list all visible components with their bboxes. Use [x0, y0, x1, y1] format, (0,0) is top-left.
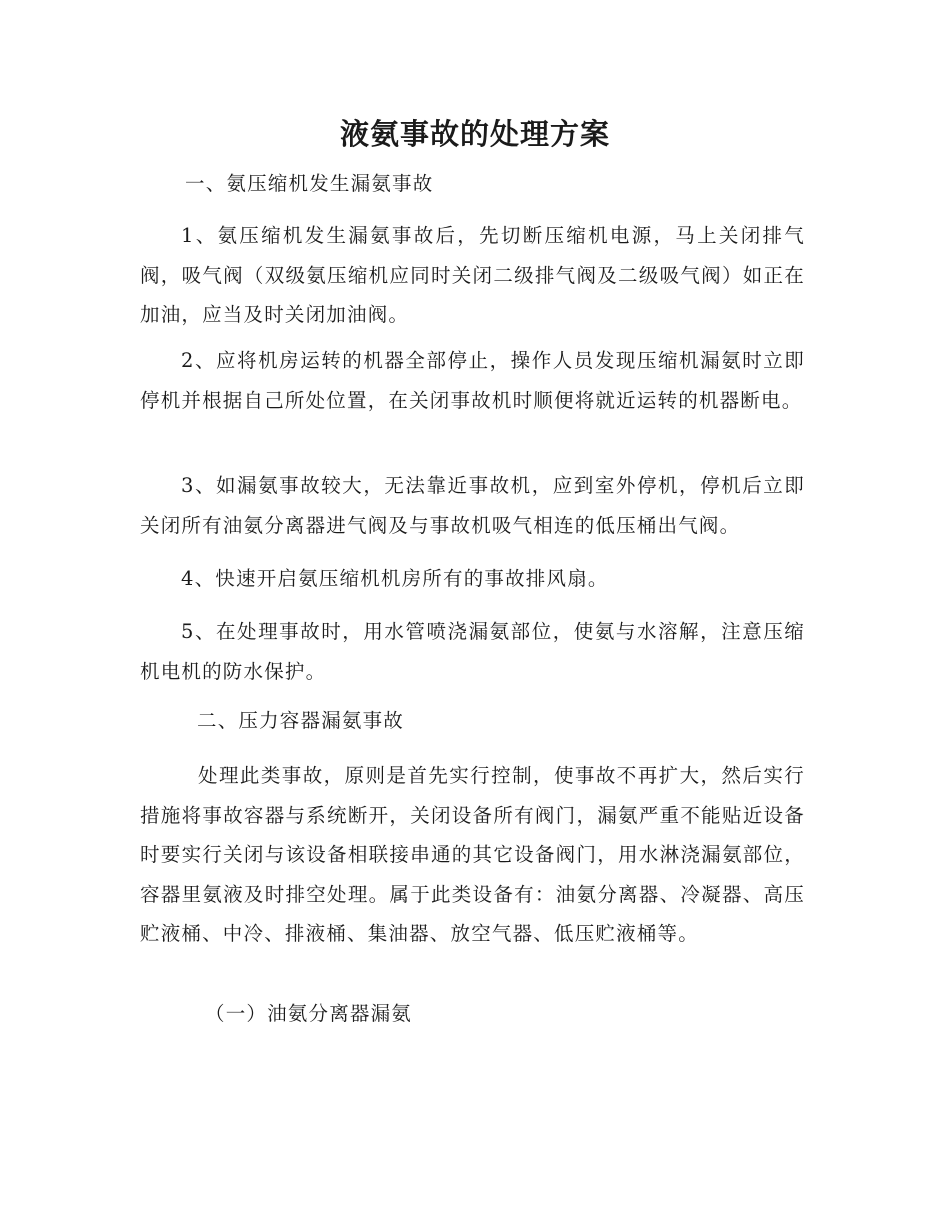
paragraph-item-4: 4、快速开启氨压缩机机房所有的事故排风扇。 [181, 567, 609, 590]
subsection-heading: （一）油氨分离器漏氨 [205, 1002, 413, 1025]
section-heading: 一、氨压缩机发生漏氨事故 [185, 172, 434, 195]
document-title: 液氨事故的处理方案 [339, 117, 610, 151]
paragraph-item-5: 5、在处理事故时，用水管喷浇漏氨部位，使氨与水溶解，注意压缩机电机的防水保护。 [140, 620, 805, 683]
section-heading: 二、压力容器漏氨事故 [197, 709, 405, 732]
section-intro-paragraph: 处理此类事故，原则是首先实行控制，使事故不再扩大，然后实行措施将事故容器与系统断开，关闭设备所有阀门，漏氨严重不能贴近设备时要实行关闭与该设备相联接串通的其它设备阀门，用水淋浇漏氨部位，容器里氨液及时排空处理。属于此类设备有：油氨分离器、冷凝器、高压贮液桶、中冷、排液桶、集油器、放空气器、低压贮液桶等。 [140, 764, 805, 945]
paragraph-item-2: 2、应将机房运转的机器全部停止，操作人员发现压缩机漏氨时立即停机并根据自己所处位置，在关闭事故机时顺便将就近运转的机器断电。 [140, 349, 805, 412]
paragraph-item-3: 3、如漏氨事故较大，无法靠近事故机，应到室外停机，停机后立即关闭所有油氨分离器进气阀及与事故机吸气相连的低压桶出气阀。 [140, 474, 805, 537]
paragraph-item-1: 1、氨压缩机发生漏氨事故后，先切断压缩机电源，马上关闭排气阀，吸气阀（双级氨压缩机应同时关闭二级排气阀及二级吸气阀）如正在加油，应当及时关闭加油阀。 [140, 224, 805, 326]
